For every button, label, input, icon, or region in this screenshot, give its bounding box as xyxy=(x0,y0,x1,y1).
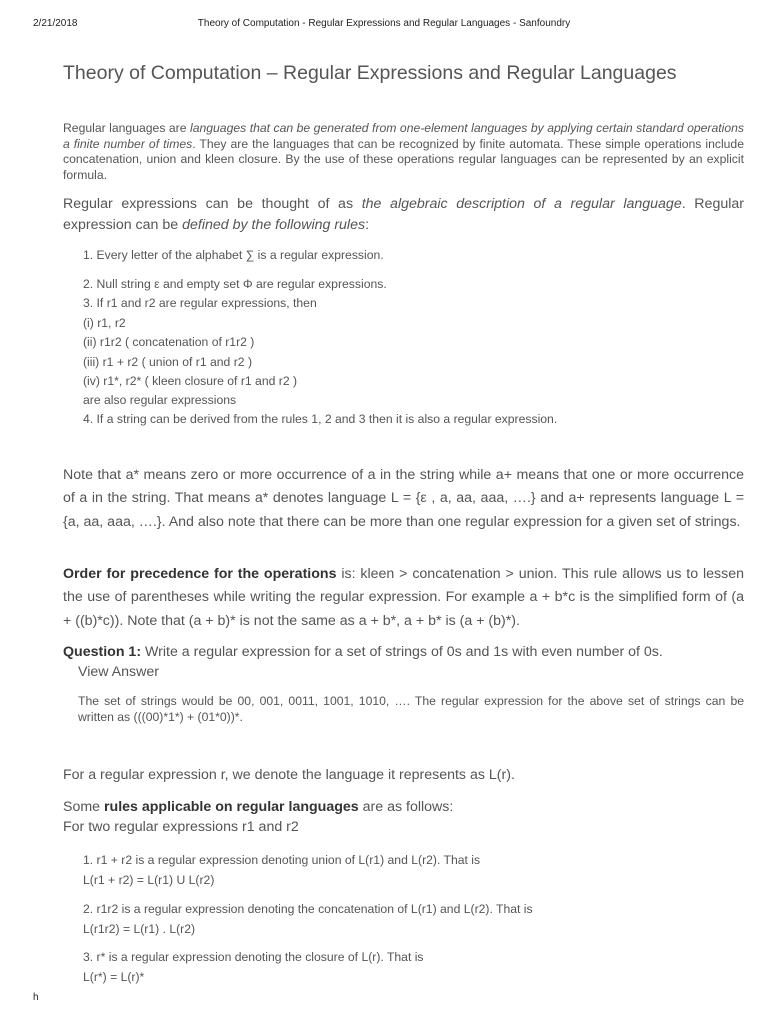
print-date: 2/21/2018 xyxy=(33,18,78,29)
lang-rule-text: 3. r* is a regular expression denoting the closure of L(r). That is xyxy=(83,950,424,964)
lang-rule-formula: L(r*) = L(r)* xyxy=(83,969,145,984)
intro-text: Regular languages are xyxy=(63,121,190,135)
note-paragraph: Note that a* means zero or more occurrence of a in the string while a+ means that one or more occurrence of a in the string. That means a* denotes language L = {ε , a, aa, aaa, ….} and a+ represents language L = {a, aa, aaa, ….}. And also note that there can be more than one regular expression for a given set of strings. xyxy=(63,467,744,530)
intro-emphasis: languages that can be generated from one-element languages by applying certain standard operations a finite number of times xyxy=(63,121,744,151)
print-page-title: Theory of Computation - Regular Expressions and Regular Languages - Sanfoundry xyxy=(197,18,571,29)
regex-def-text: Regular expressions can be thought of as xyxy=(63,196,362,212)
precedence-heading: Order for precedence for the operations xyxy=(63,566,337,582)
rules-intro-line-2: For two regular expressions r1 and r2 xyxy=(63,819,299,835)
rule-3-iii: (iii) r1 + r2 ( union of r1 and r2 ) xyxy=(83,354,253,369)
rule-3: 3. If r1 and r2 are regular expressions, then xyxy=(83,296,317,311)
lang-rule-text: 2. r1r2 is a regular expression denoting the concatenation of L(r1) and L(r2). That is xyxy=(83,902,533,916)
language-note: For a regular expression r, we denote the language it represents as L(r). xyxy=(63,767,515,783)
rule-2-block xyxy=(83,275,387,411)
view-answer-button[interactable]: View Answer xyxy=(78,664,159,680)
rules-intro xyxy=(63,797,453,837)
question-label: Question 1: xyxy=(63,644,142,660)
rule-3-i: (i) r1, r2 xyxy=(83,315,126,330)
print-footer-fragment: h xyxy=(33,992,39,1003)
print-header xyxy=(33,18,735,32)
question-1 xyxy=(63,642,744,662)
intro-text-rest: . They are the languages that can be recognized by finite automata. These simple operations include concatenation, union and kleen closure. By the use of these operations regular languages can be represented by an explicit formula. xyxy=(63,136,744,182)
lang-rule-text: 1. r1 + r2 is a regular expression denoting union of L(r1) and L(r2). That is xyxy=(83,853,481,867)
rules-intro-text: Some xyxy=(63,799,105,815)
article-title: Theory of Computation – Regular Expressions and Regular Languages xyxy=(63,62,677,84)
lang-rule-3 xyxy=(83,948,424,987)
regex-def-text-2: . Regular expression can be xyxy=(63,196,744,233)
rule-3-ii: (ii) r1r2 ( concatenation of r1r2 ) xyxy=(83,335,255,350)
intro-paragraph xyxy=(63,121,744,183)
question-text: Write a regular expression for a set of strings of 0s and 1s with even number of 0s. xyxy=(141,644,663,660)
rule-2: 2. Null string ε and empty set Φ are regular expressions. xyxy=(83,277,387,291)
lang-rule-1 xyxy=(83,851,480,890)
precedence-text: is: kleen > concatenation > union. This rule allows us to lessen the use of parentheses while writing the regular expression. For example a + b*c is the simplified form of (a + ((b)*c)). Note that (a + b)* is not the same as a + b*, a + b* is (a + (b)*). xyxy=(63,566,744,629)
precedence-paragraph xyxy=(63,563,744,633)
regex-def-emphasis: the algebraic description of a regular language xyxy=(361,196,682,212)
rule-4: 4. If a string can be derived from the rules 1, 2 and 3 then it is also a regular expression. xyxy=(83,412,558,426)
lang-rule-formula: L(r1r2) = L(r1) . L(r2) xyxy=(83,921,196,936)
regex-definition-paragraph xyxy=(63,194,744,236)
rule-3-tail: are also regular expressions xyxy=(83,393,237,408)
rule-1: 1. Every letter of the alphabet ∑ is a regular expression. xyxy=(83,248,384,262)
rule-3-iv: (iv) r1*, r2* ( kleen closure of r1 and r2 ) xyxy=(83,374,298,389)
regex-def-emphasis-2: defined by the following rules xyxy=(182,217,366,233)
rules-intro-text-2: are as follows: xyxy=(358,799,454,815)
rules-intro-bold: rules applicable on regular languages xyxy=(104,799,359,815)
lang-rule-formula: L(r1 + r2) = L(r1) U L(r2) xyxy=(83,872,215,887)
lang-rule-2 xyxy=(83,900,533,939)
regex-def-colon: : xyxy=(365,217,370,233)
answer-text: The set of strings would be 00, 001, 0011, 1001, 1010, …. The regular expression for the above set of strings can be written as (((00)*1*) + (01*0))*. xyxy=(78,694,744,724)
